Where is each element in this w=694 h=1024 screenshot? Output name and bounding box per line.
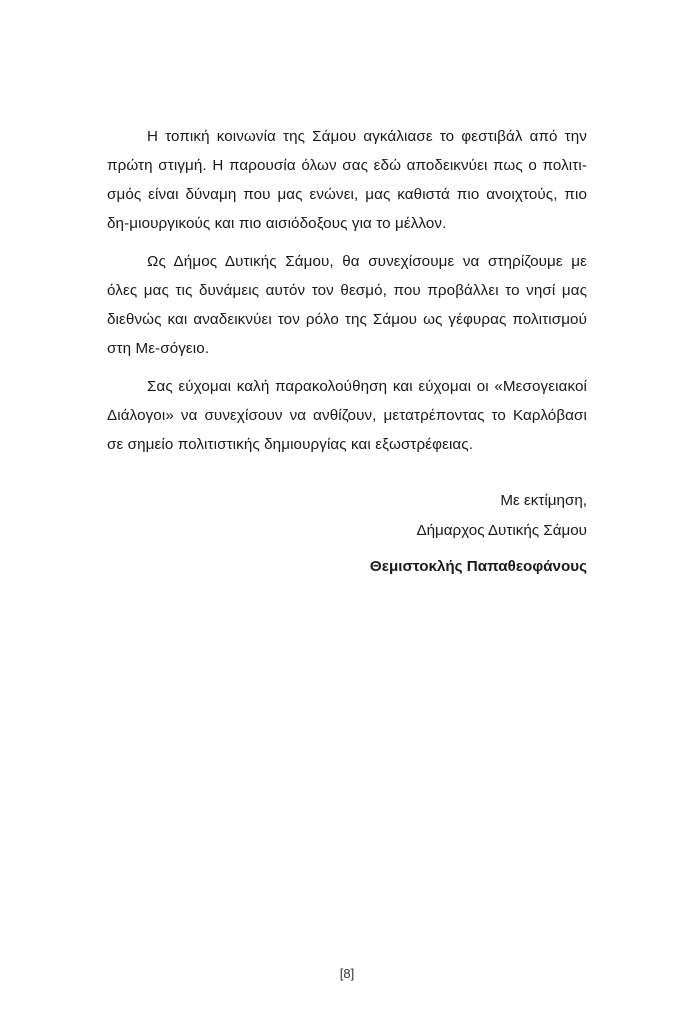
signatory-name: Θεμιστοκλής Παπαθεοφάνους: [369, 558, 587, 575]
letter-body: [107, 122, 587, 468]
paragraph-3: Σας εύχομαι καλή παρακολούθηση και εύχομαι οι «Μεσογειακοί Διάλογοι» να συνεχίσουν να ανθίζουν, μετατρέποντας το Καρλόβασι σε σημείο πολιτιστικής δημιουργίας και εξωστρέφειας.: [107, 378, 587, 453]
signatory-role: Δήμαρχος Δυτικής Σάμου: [416, 522, 587, 539]
page-number: [8]: [339, 966, 355, 981]
paragraph-2: Ως Δήμος Δυτικής Σάμου, θα συνεχίσουμε να στηρίζουμε με όλες μας τις δυνάμεις αυτόν τον θεσμό, που προβάλλει το νησί μας διεθνώς και αναδεικνύει τον ρόλο της Σάμου ως γέφυρας πολιτισμού στη Με-σόγειο.: [107, 253, 587, 357]
closing-salutation: Με εκτίμηση,: [500, 492, 587, 509]
paragraph-1: Η τοπική κοινωνία της Σάμου αγκάλιασε το φεστιβάλ από την πρώτη στιγμή. Η παρουσία όλων σας εδώ αποδεικνύει πως ο πολιτι-σμός είναι δύναμη που μας ενώνει, μας καθιστά πιο ανοιχτούς, πιο δη-μιουργικούς και πιο αισιόδοξους για το μέλλον.: [107, 128, 587, 232]
signature-block: [370, 486, 587, 582]
